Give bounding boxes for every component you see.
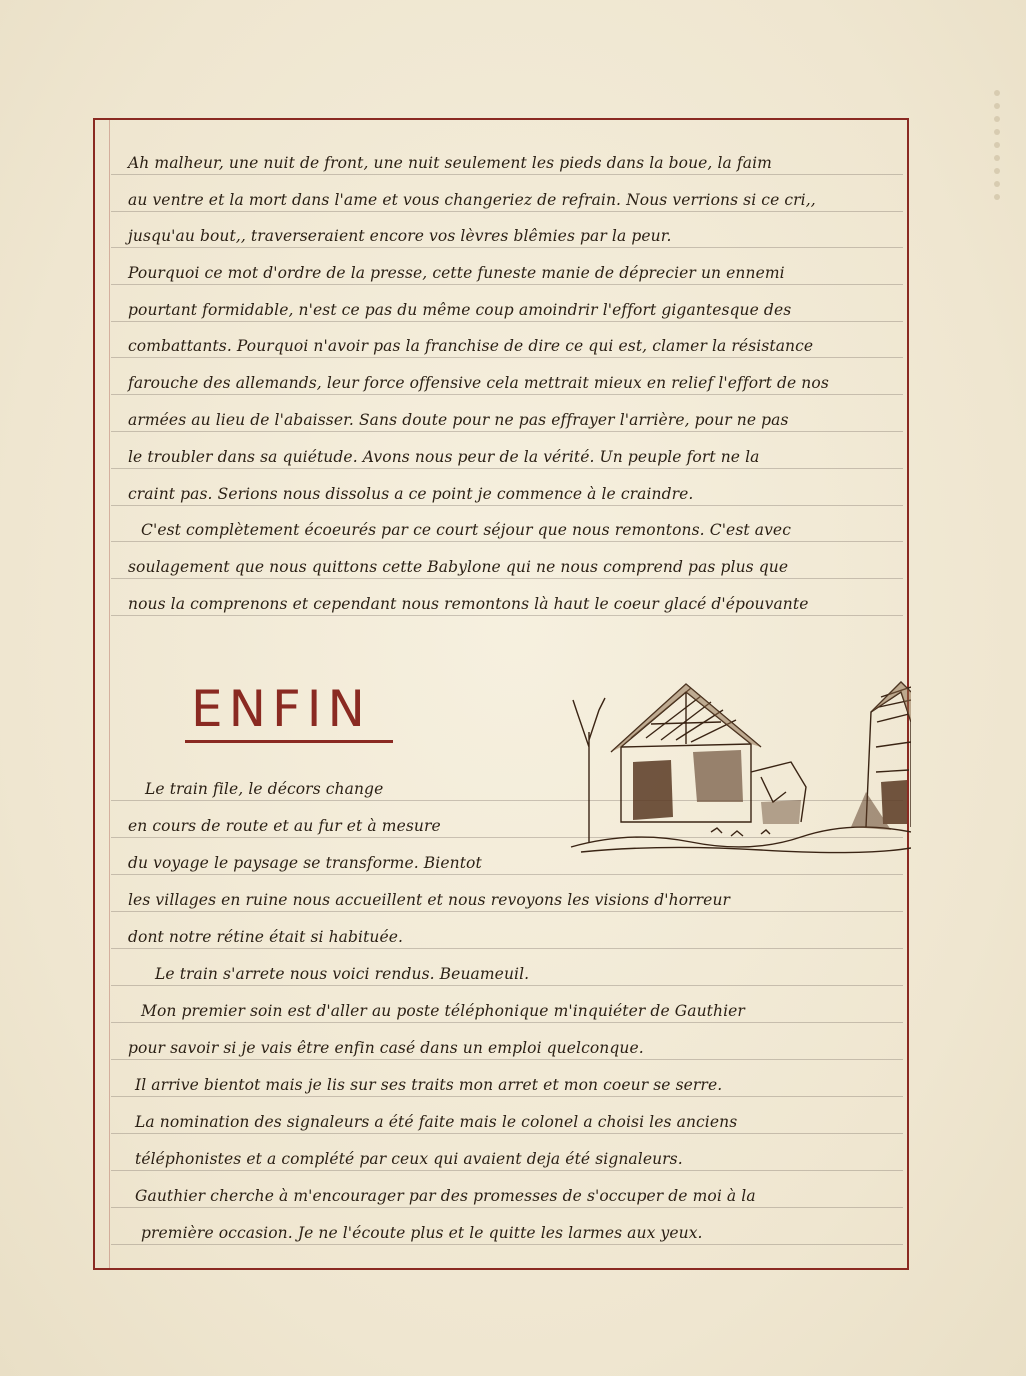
ruined-village-sketch (461, 652, 911, 862)
ruled-line (111, 431, 903, 432)
handwritten-line: dont notre rétine était si habituée. (128, 928, 404, 946)
ruled-line (111, 1207, 903, 1208)
ruled-line (111, 948, 903, 949)
handwritten-line: armées au lieu de l'abaisser. Sans doute pour ne pas effrayer l'arrière, pour ne pas (128, 411, 789, 429)
ruled-line (111, 1022, 903, 1023)
handwritten-line: du voyage le paysage se transforme. Bientot (128, 854, 482, 872)
ruled-line (111, 357, 903, 358)
ruled-line (111, 211, 903, 212)
page-frame (93, 118, 909, 1270)
ruled-line (111, 1244, 903, 1245)
handwritten-line: les villages en ruine nous accueillent et nous revoyons les visions d'horreur (128, 891, 731, 909)
handwritten-line: Le train s'arrete nous voici rendus. Beuameuil. (155, 965, 530, 983)
handwritten-line: première occasion. Je ne l'écoute plus et le quitte les larmes aux yeux. (141, 1224, 703, 1242)
handwritten-line: Pourquoi ce mot d'ordre de la presse, cette funeste manie de déprecier un ennemi (128, 264, 785, 282)
ruled-line (111, 1170, 903, 1171)
ruled-line (111, 1059, 903, 1060)
handwritten-line: combattants. Pourquoi n'avoir pas la franchise de dire ce qui est, clamer la résistance (128, 337, 814, 355)
ruled-line (111, 505, 903, 506)
handwritten-line: Il arrive bientot mais je lis sur ses traits mon arret et mon coeur se serre. (135, 1076, 723, 1094)
ruled-line (111, 578, 903, 579)
handwritten-line: La nomination des signaleurs a été faite mais le colonel a choisi les anciens (135, 1113, 738, 1131)
handwritten-line: pourtant formidable, n'est ce pas du même coup amoindrir l'effort gigantesque des (128, 301, 792, 319)
handwritten-line: soulagement que nous quittons cette Babylone qui ne nous comprend pas plus que (128, 558, 789, 576)
handwritten-line: farouche des allemands, leur force offensive cela mettrait mieux en relief l'effort de nos (128, 374, 829, 392)
ruled-line (111, 1133, 903, 1134)
handwritten-line: jusqu'au bout,, traverseraient encore vos lèvres blêmies par la peur. (128, 227, 672, 245)
ruled-line (111, 874, 903, 875)
handwritten-line: téléphonistes et a complété par ceux qui avaient deja été signaleurs. (135, 1150, 683, 1168)
ruled-line (111, 321, 903, 322)
handwritten-line: le troubler dans sa quiétude. Avons nous peur de la vérité. Un peuple fort ne la (128, 448, 760, 466)
handwritten-line: Mon premier soin est d'aller au poste téléphonique m'inquiéter de Gauthier (141, 1002, 745, 1020)
ruled-line (111, 284, 903, 285)
ruled-line (111, 541, 903, 542)
handwritten-line: Gauthier cherche à m'encourager par des promesses de s'occuper de moi à la (135, 1187, 756, 1205)
handwritten-line: nous la comprenons et cependant nous remontons là haut le coeur glacé d'épouvante (128, 595, 809, 613)
ruled-line (111, 468, 903, 469)
ruled-line (111, 985, 903, 986)
section-title: ENFIN (191, 680, 371, 738)
binding-holes (994, 90, 1004, 180)
handwritten-line: C'est complètement écoeurés par ce court séjour que nous remontons. C'est avec (141, 521, 791, 539)
ruled-line (111, 247, 903, 248)
ruled-line (111, 615, 903, 616)
title-underline (185, 740, 393, 743)
handwritten-line: Ah malheur, une nuit de front, une nuit seulement les pieds dans la boue, la faim (128, 154, 772, 172)
handwritten-line: au ventre et la mort dans l'ame et vous changeriez de refrain. Nous verrions si ce cri,, (128, 191, 816, 209)
ruled-line (111, 394, 903, 395)
ruled-line (111, 1096, 903, 1097)
handwritten-line: en cours de route et au fur et à mesure (128, 817, 441, 835)
ruled-line (111, 911, 903, 912)
handwritten-line: pour savoir si je vais être enfin casé dans un emploi quelconque. (128, 1039, 644, 1057)
handwritten-line: craint pas. Serions nous dissolus a ce point je commence à le craindre. (128, 485, 694, 503)
handwritten-line: Le train file, le décors change (145, 780, 384, 798)
ruled-line (111, 174, 903, 175)
